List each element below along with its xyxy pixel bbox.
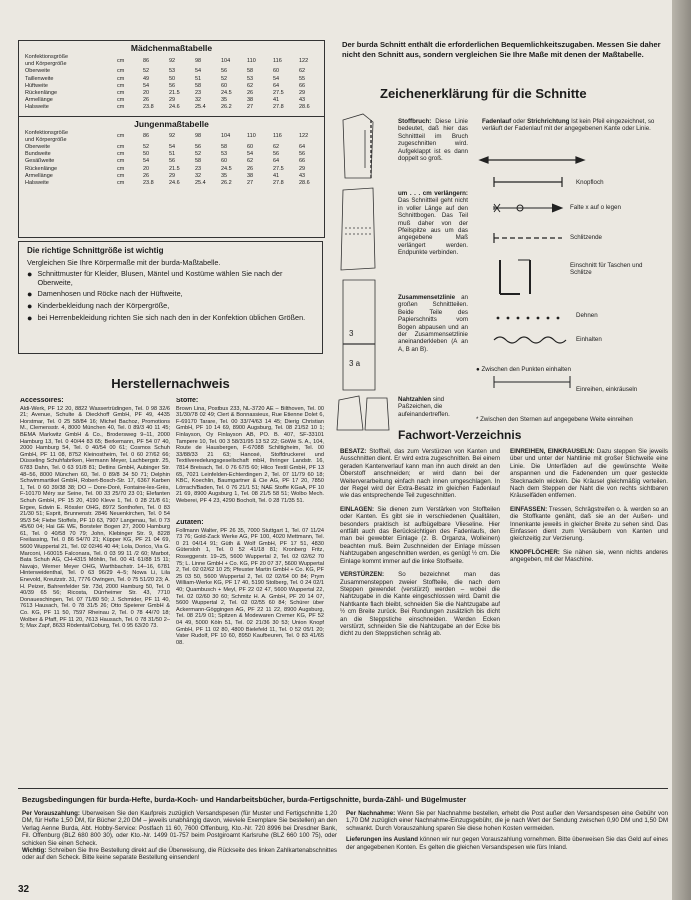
table-cell: 62: [299, 68, 306, 75]
table-cell: 24.5: [221, 165, 232, 172]
size-header: 110: [247, 133, 256, 140]
label-3: 3: [349, 329, 354, 338]
size-advice-box: [18, 241, 323, 354]
strichrichtung-heading: Strichrichtung: [527, 118, 570, 125]
table-cell: 38: [247, 97, 254, 104]
table-cell: 24.5: [221, 90, 232, 97]
table-cell: 27.5: [273, 90, 284, 97]
header-label: Konfektionsgröße: [25, 54, 69, 60]
table-cell: 43: [299, 172, 306, 179]
size-tables-box: [18, 40, 325, 238]
einschnitt-icon: [500, 260, 530, 294]
bullet-icon: ●: [27, 301, 33, 311]
table-cell: 60: [273, 68, 280, 75]
row-label: Oberweite: [25, 68, 51, 75]
table-row: [23, 97, 323, 104]
hersteller-title: Herstellernachweis: [111, 376, 230, 391]
size-header: 86: [143, 57, 150, 64]
table-cell: 58: [195, 82, 202, 89]
table-cell: 49: [143, 75, 150, 82]
row-unit: cm: [117, 172, 125, 179]
einreihen-text: Dazu steppen Sie jeweils über und unter der Nahtlinie mit großer Stichweite eine Linie. Die Unterfäden auf die gewünschte Weite anspannen und die Fadenenden um quer gesteckte Stecknadeln wickeln. Die Kräusel gleichmäßig verteilen. Nach dem Steppen der Naht die von rechts sichtbaren Kräuselfäden entfernen.: [510, 448, 668, 500]
table-row: [23, 158, 323, 165]
table-cell: 66: [299, 82, 306, 89]
zusammensetz-desc: [398, 294, 468, 353]
table-cell: 43: [299, 97, 306, 104]
einlagen-entry: [340, 506, 500, 565]
table-cell: 24.6: [169, 180, 180, 187]
row-unit: cm: [117, 82, 125, 89]
table-row: [23, 173, 323, 180]
fadenlauf-text: Ist kein Pfeil eingezeichnet, so verläuft der Fadenlauf mit der angegebenen Kante oder Linie.: [482, 118, 655, 133]
size-header: 104: [221, 133, 231, 140]
table-row: [23, 76, 323, 83]
stoffbruch-illustration: [343, 114, 373, 178]
table-cell: 56: [299, 151, 306, 158]
table-cell: 56: [169, 82, 176, 89]
zeichen-title: Zeichenerklärung für die Schnitte: [380, 86, 587, 101]
knopfloch-icon: [494, 177, 562, 187]
table-cell: 28.6: [299, 180, 310, 187]
hersteller-accessoires: [20, 398, 170, 780]
zwischen-sternen-label: [476, 416, 666, 423]
row-label: Bundweite: [25, 151, 51, 158]
size-advice-title: Die richtige Schnittgröße ist wichtig: [27, 246, 164, 255]
table-cell: 58: [247, 68, 254, 75]
table-cell: 62: [247, 82, 254, 89]
einlagen-text: Sie dienen zum Verstärken von Stoffteilen oder Kanten. Es gibt sie in verschiedenen Qualitäten, besonders praktisch ist aufbügelbare Vlieseline. Hier entfällt auch das Berücksichtigen des Fadenlaufs, den man bei gewebter Einlage (z. B. Organza, Wolleinen) beachten muß. Beim Zuschneiden der Einlage müssen Nahtzugaben angeschnitten werden, es genügt ½ cm. Die Einlage kommt immer auf die linke Stoffseite.: [340, 505, 500, 565]
table-cell: 51: [195, 75, 202, 82]
nahtzahlen-text: sind Paßzeichen, die aufeinandertreffen.: [398, 396, 450, 418]
jungen-title: Jungenmaßtabelle: [134, 118, 209, 129]
table-cell: 54: [195, 68, 202, 75]
size-advice-bullet: [27, 269, 314, 287]
table-cell: 53: [169, 68, 176, 75]
row-unit: cm: [117, 165, 125, 172]
bullet-text: Schnittmuster für Kleider, Blusen, Mäntel und Kostüme wählen Sie nach der Oberweite,: [37, 269, 283, 287]
zwischen-punkten-label: [476, 366, 666, 373]
size-header: 116: [273, 57, 282, 64]
bullet-text: Kinderbekleidung nach der Körpergröße,: [37, 301, 170, 310]
knopfloecher-entry: [510, 549, 668, 564]
table-cell: 26: [143, 172, 150, 179]
size-header: 116: [273, 133, 282, 140]
table-cell: 58: [221, 144, 228, 151]
table-cell: 23.8: [143, 104, 154, 111]
table-cell: 62: [247, 158, 254, 165]
header-label: und Körpergröße: [25, 61, 67, 68]
besatz-entry: [340, 448, 500, 500]
zwischen-sternen-text: Zwischen den Sternen auf angegebene Weite einreihen: [480, 416, 633, 423]
table-cell: 29: [299, 90, 306, 97]
nachnahme-heading: Per Nachnahme:: [346, 810, 396, 817]
pattern-illustrations: [335, 112, 395, 442]
header-label: Konfektionsgröße: [25, 129, 69, 136]
unit-header: cm: [117, 133, 125, 140]
table-cell: 25.4: [195, 104, 206, 111]
table-cell: 54: [169, 144, 176, 151]
table-cell: 27: [247, 180, 254, 187]
table-cell: 64: [273, 158, 280, 165]
table-cell: 27.8: [273, 104, 284, 111]
row-label: Taillenweite: [25, 75, 54, 82]
table-cell: 21.5: [169, 165, 180, 172]
einfassen-text: Tressen, Schrägstreifen o. ä. werden so an die Stoffkante genäht, daß sie an der Außen- und Innenkante jeweils in gleicher Breite zu sehen sind. Das Einfassen dient zum Versäubern von Kanten und gleichzeitig zur Verzierung.: [510, 505, 668, 543]
knopfloch-label: Knopfloch: [576, 179, 604, 186]
table-cell: 27: [247, 104, 254, 111]
page-edge: [672, 0, 691, 900]
vorkasse-heading: Per Vorauszahlung:: [22, 810, 80, 817]
nachnahme-entry: [346, 810, 668, 832]
size-header: 98: [195, 57, 202, 64]
table-cell: 51: [169, 151, 176, 158]
table-cell: 54: [247, 151, 254, 158]
einreihen-entry: [510, 448, 668, 500]
dehnen-label: Dehnen: [576, 312, 598, 319]
zusammensetz-text: an großen Schnittteilen. Beide Teile des Papierschnitts vom Bogen abpausen und an der Zusammensetzlinie aneinanderkleben (A an A, B an B).: [398, 294, 468, 353]
fadenlauf-oder: oder: [512, 118, 526, 125]
einfassen-heading: EINFASSEN:: [510, 505, 548, 513]
row-unit: cm: [117, 158, 125, 165]
table-cell: 56: [169, 158, 176, 165]
maedchen-body: [23, 68, 323, 111]
table-cell: 26: [247, 165, 254, 172]
size-header: 98: [195, 133, 202, 140]
row-unit: cm: [117, 151, 125, 158]
ausland-text: können wir nur gegen Vorauszahlung vornehmen. Bitte überweisen Sie das Geld auf eines der angegebenen Konten. Es gelten die gleichen Versandspesen wie fürs Inland.: [346, 836, 668, 851]
verstuerzen-heading: VERSTÜRZEN:: [340, 571, 385, 579]
fadenlauf-desc: [482, 118, 668, 133]
hersteller-zutaten: [176, 520, 324, 780]
table-cell: 60: [247, 144, 254, 151]
table-cell: 29: [169, 172, 176, 179]
fadenlauf-heading: Fadenlauf: [482, 118, 512, 125]
table-cell: 24.6: [169, 104, 180, 111]
dot-icon: ●: [476, 366, 482, 373]
row-unit: cm: [117, 68, 125, 75]
verlaengern-illustration: [341, 188, 375, 270]
jungen-table: [23, 130, 323, 188]
page-number: 32: [18, 884, 30, 895]
table-cell: 23.8: [143, 180, 154, 187]
table-cell: 56: [273, 151, 280, 158]
table-cell: 26: [143, 97, 150, 104]
table-cell: 50: [143, 151, 150, 158]
zutaten-text: Follmann Walter, PF 26 35, 7000 Stuttgart 1, Tel. 07 11/24 73 76; Gold-Zack Werke AG, PF 100, 4020 Mettmann, Tel. 0 21 04/14 91; Güth & Wolf GmbH, PF 17 51, 4830 Gütersloh 1, Tel. 0 52 41/18 81; Kronberg Fritz, Roseggerstr. 19–25, 5600 Wuppertal 2, Tel. 02 02/62 70 75; L. Linne GmbH + Co. KG, PF 20 07 37, 5600 Wuppertal 2, Tel. 02 02/62 10 25; Pfeuster Martin GmbH + Co. KG, PF 25 03 50, 5600 Wuppertal 2, Tel. 02 02/64 00 84; Prym William-Werke KG, PF 17 40, 5190 Stolberg, Tel. 0 24 02/1 40; Quambusch + Meyl, PF 22 02 47, 5600 Wuppertal 22, Tel. 02 02/60 30 60; Schmitz H. A. GmbH, PF 20 14 07, 5600 Wuppertal 2, Tel. 02 02/55 60 84; Schürer über Ackermann-Göggingen AG, PF 22 11 22, 8900 Augsburg, Tel. 08 21/9 01; Spitzen & Modewaren Cremer KG, PF 52 04 49, 5000 Köln 51, Tel. 02 21/36 30 53; Union Knopf GmbH, PF 11 02 80, 4800 Bielefeld 11, Tel. 0 52 05/1 20; Vater Rudolf, PF 10 60, 8950 Kaufbeuren, Tel. 0 83 41/65 08.: [176, 527, 324, 646]
table-cell: 20: [143, 90, 150, 97]
table-cell: 62: [273, 144, 280, 151]
row-unit: cm: [117, 144, 125, 151]
table-row: [23, 83, 323, 90]
stoffbruch-heading: Stoffbruch:: [398, 118, 432, 125]
wichtig-entry: [22, 847, 337, 862]
maedchen-title: Mädchenmaßtabelle: [130, 43, 213, 53]
verstuerzen-entry: [340, 571, 500, 638]
einhalten-label: Einhalten: [576, 336, 602, 343]
size-advice-bullet: [27, 289, 314, 299]
vorkasse-entry: [22, 810, 337, 847]
table-cell: 27.5: [273, 165, 284, 172]
table-cell: 35: [221, 97, 228, 104]
size-advice-bullet: [27, 313, 314, 323]
nahtzahlen-desc: [398, 396, 468, 418]
table-cell: 41: [273, 172, 280, 179]
row-unit: cm: [117, 75, 125, 82]
zusammensetz-heading: Zusammensetzlinie: [398, 294, 456, 301]
verlaengern-text: Das Schnittteil geht nicht in voller Länge auf den Schnittbogen. Das Teil muß daher von der Pfeilspitze aus um das angegebene Maß verlängert werden. Endpunkte verbinden.: [398, 197, 468, 257]
table-cell: 52: [143, 144, 150, 151]
table-cell: 32: [195, 172, 202, 179]
schlitzende-icon: [494, 233, 562, 243]
table-row: [23, 151, 323, 158]
table-cell: 66: [299, 158, 306, 165]
size-header: 92: [169, 57, 176, 64]
table-cell: 60: [221, 82, 228, 89]
table-row: [23, 180, 323, 187]
besatz-heading: BESATZ:: [340, 448, 367, 455]
fadenlauf-arrow-icon: [480, 157, 584, 163]
vorkasse-text: Überweisen Sie den Kaufpreis zuzüglich Versandspesen (für Muster und Fertigschnitte 1,20 DM, für Hefte 1,50 DM, für Bücher 2,20 DM – jeweils unabhängig davon, wieviele Exemplare Sie bestellen) an den Verlag Aenne Burda, Abt. Hobby-Service: Postfach 11 60, 7600 Offenburg, Kto.-Nr. 720 8996 bei Dresdner Bank, Fil. Offenburg (BLZ 680 800 30), oder Kto.-Nr. 1499 01-757 beim Postgiroamt Karlsruhe (BLZ 660 100 75), oder schicken Sie einen Scheck.: [22, 810, 337, 847]
table-cell: 26.2: [221, 180, 232, 187]
einhalten-icon: [494, 337, 566, 343]
stoffe-title: Stoffe:: [176, 398, 199, 404]
bullet-text: bei Herrenbekleidung richten Sie sich nach den in der Konfektion üblichen Größen.: [37, 313, 306, 322]
accessoires-title: Accessoires:: [20, 398, 64, 404]
table-cell: 32: [195, 97, 202, 104]
nahtzahlen-heading: Nahtzahlen: [398, 396, 432, 403]
table-cell: 53: [221, 151, 228, 158]
besatz-text: Stoffteil, das zum Verstürzen von Kanten und Ausschnitten dient. Er wird extra zugeschnitten. Bei einem geraden Kantenverlauf kann man ihn auch direkt an den Oberstoff anschneiden; er wird dann bei der Weiterverarbeitung einfach nach innen umgeschlagen. In der Regel wird der Extra-Besatz im gleichen Fadenlauf wie das entsprechende Teil zugeschnitten.: [340, 448, 500, 500]
hersteller-stoffe: [176, 398, 324, 512]
row-label: Gesäßweite: [25, 158, 55, 165]
bullet-icon: ●: [27, 269, 33, 279]
schlitz-label: Schlitzende: [570, 234, 602, 241]
einschnitt-label: Einschnitt für Taschen und Schlitze: [570, 262, 643, 277]
table-cell: 55: [299, 75, 306, 82]
bezug-col-left: [22, 810, 337, 886]
falte-label: Falte x auf o legen: [570, 204, 621, 211]
table-cell: 26: [247, 90, 254, 97]
row-label: Halsweite: [25, 104, 49, 111]
size-advice-bullet: [27, 301, 314, 311]
stoffbruch-desc: [398, 118, 468, 162]
size-header: 92: [169, 133, 176, 140]
table-cell: 64: [299, 144, 306, 151]
wichtig-heading: Wichtig:: [22, 847, 47, 855]
table-cell: 29: [299, 165, 306, 172]
bezug-col-right: [346, 810, 668, 886]
ausland-heading: Lieferungen ins Ausland: [346, 836, 419, 844]
table-cell: 35: [221, 172, 228, 179]
table-cell: 26.2: [221, 104, 232, 111]
table-cell: 38: [247, 172, 254, 179]
zwischen-punkten-text: Zwischen den Punkten einhalten: [481, 366, 571, 373]
einreihen-label: Einreihen, einkräuseln: [576, 386, 638, 393]
row-unit: cm: [117, 180, 125, 187]
table-cell: 28.6: [299, 104, 310, 111]
table-cell: 27.8: [273, 180, 284, 187]
einreihen-icon: [494, 376, 570, 388]
row-label: Halsweite: [25, 180, 49, 187]
table-cell: 54: [143, 82, 150, 89]
bequem-text: Der burda Schnitt enthält die erforderlichen Bequemlichkeitszugaben. Messen Sie daher nicht den Schnitt aus, sondern vergleichen Sie Ihre Maße mit denen der Maßtabelle.: [342, 40, 661, 59]
zusammensetz-illustration: [343, 280, 375, 390]
ausland-entry: [346, 836, 668, 851]
size-header: 122: [299, 57, 309, 64]
bullet-icon: ●: [27, 313, 33, 323]
bezug-title: Bezugsbedingungen für burda-Hefte, burda-Koch- und Handarbeitsbücher, burda-Fertigschnitte, burda-Zähl- und Bügelmuster: [22, 795, 467, 804]
label-3a: 3 a: [349, 359, 361, 368]
row-label: Hüftweite: [25, 82, 48, 89]
table-row: [23, 90, 323, 97]
fachwort-title: Fachwort-Verzeichnis: [398, 428, 522, 442]
knopfloecher-text: Sie nähen sie, wenn nichts anderes angegeben, mit der Maschine.: [510, 548, 668, 564]
table-cell: 41: [273, 97, 280, 104]
zutaten-title: Zutaten:: [176, 520, 204, 526]
bullet-icon: ●: [27, 289, 33, 299]
jungen-body: [23, 144, 323, 187]
fachwort-col-left: [340, 448, 500, 784]
verlaengern-heading: um . . . cm verlängern:: [398, 190, 468, 197]
unit-header: cm: [117, 57, 125, 64]
table-cell: 23: [195, 90, 202, 97]
einreihen-heading: EINREIHEN, EINKRÄUSELN:: [510, 448, 595, 455]
stoffe-text: Brown Lina, Postbus 233, NL-3720 AE – Bilthoven, Tel. 00 31/30/78 02 49; Clert & Bonnassieux, Rue Etienne Dolet 6, F-69170 Tarare, Tel. 00 33/74/63 14 45; Dierig Christian GmbH, PF 10 14 69, 8900 Augsburg, Tel. 08 21/52 10 1; Finlayson, Oy Finlayson AB, PO. B. 407, SF-33101 Tampere 10, Tel. 00 3 58/31/95 13 52 22; GöWé S. A., 104, Route de Hausbergen, F-67088 Schiltigheim, Tel. 00 33/88/33 21 63; Hanosé, Stoffdruckerei und Textilveredelungsgesellschaft mbH, Ihringer Landstr. 16, 7814 Breisach, Tel. 0 76 67/5 60; Hilco Textil GmbH, PF 13 65, 7021 Leinfelden-Echterdingen 2, Tel. 07 11/79 60 18; KBC, Koechlin, Baumgartner & Cie AG, PF 17 20, 7850 Lörrach/Baden, Tel. 0 76 21/1 51; NAE Stoffe KGaA, PF 10 21 69, 8900 Augsburg 1, Tel. 08 21/5 58 51; Wolbo Mech. Weberei, PF 4 23, 4290 Bocholt, Tel. 0 28 71/35 51.: [176, 405, 324, 504]
table-row: [23, 104, 323, 111]
table-cell: 25.4: [195, 180, 206, 187]
row-unit: cm: [117, 97, 125, 104]
wichtig-text: Schreiben Sie Ihre Bestellung direkt auf die Überweisung, die Rückseite des linken Zahlkartenabschnittes oder auf den Scheck. Bitte keine separate Bestellung einsenden!: [22, 847, 337, 862]
einfassen-entry: [510, 506, 668, 543]
table-cell: 56: [195, 144, 202, 151]
table-cell: 52: [195, 151, 202, 158]
row-label: Armellänge: [25, 172, 53, 179]
table-row: [23, 144, 323, 151]
row-label: Rückenlänge: [25, 90, 58, 97]
table-cell: 23: [195, 165, 202, 172]
table-cell: 54: [143, 158, 150, 165]
table-cell: 64: [273, 82, 280, 89]
row-label: Rückenlänge: [25, 165, 58, 172]
maedchen-header-row: [23, 54, 323, 68]
accessoires-text: Aldi-Werk, PF 12 20, 8822 Wassertrüdingen, Tel. 0 98 32/6 21; Avenue, Schulte & Dieckhoff GmbH, PF 49, 4435 Horstmar, Tel. 0 25 58/84 16; Michel Bachoz, Promotions M., Clemensstr. 4, 8000 München 40, Tel. 0 89/3 40 11 45; BEMA Markwitz GmbH & Co., Brodersweg 9–11, 2000 Hamburg 13, Tel. 0 40/44 83 65; Berkemann, PF 54 07 40, 2000 Hamburg 54, Tel. 0 40/54 00 61; Cosmos Schuh GmbH, PF 11 08, 8752 Kleinostheim, Tel. 0 60 27/62 66; Düsseling Schuhfabriken, Hermann Meyer, Lachbergstr. 25, 6783 Dahn, Tel. 0 63 91/8 81; Detlins GmbH, Aubinger Str. 48–56, 8000 München 60, Tel. 0 89/8 34 50 71; Delphin Schwimmartikel GmbH, Robert-Bosch-Str. 17, 6367 Karben 1, Tel. 0 60 39/38 38; DO – Dore-Doré, Fontaine-les-Grès, F-10170 Méry sur Seine, Tel. 00 33 25/70 23 01; Elefanten Schuh GmbH, PF 15 20, 4190 Kleve 1, Tel. 0 28 21/8 61; Ergee, Edwin E. Rössler OHG, 8972 Sonthofen, Tel. 0 83 21/30 51; Esprit, Brunnenstr. 2846 Neuenkirchen, Tel. 0 54 95/3 54; Fiebe Stoffels, PF 10 63, 7907 Langenau, Tel. 0 73 45/60 04; Hai GE WE, Borsteler Bogen 27, 2000 Hamburg 61, Tel. 0 40/58 70 79; John, Klebinger Str. 9, 8228 Freilassing, Tel. 0 86 54/70 21; Küpper KG, PF 21 04 69, 5600 Wuppertal 21, Tel. 02 02/46 40 44; Lola, Dorico, Via G. Marconi, I-60015 Falconara, Tel. 0 03 99 11 /2 60; Marbot, Bata Schuh AG, CH-4315 Möhlin, Tel. 00 41 61/88 15 11; Navajo, Werner Meyer OHG, Warthbachstr. 14–16, 6781 Hinterweidenthal, Tel. 0 63 96/29 4–5; Nowa Li, Lila Enevold, Kreutzstr. 31, 7776 Owingen, Tel. 0 75 51/20 23; A. H. Peizer, Bahrenfelder Str. 73d, 2000 Hamburg 50, Tel. 0 40/39 65 56; Ricosta, Dürrheimer Str. 43, 7710 Donaueschingen, Tel. 07 71/80 50; J. Schmider, PF 11 40, 7613 Hausach, Tel. 0 78 31/5 26; Otto Speierer GmbH & Co. KG, PF 11 50, 7597 Rheinau 2, Tel. 0 78 44/70 18; Wolber & Pfaff, PF 11 20, 7613 Hausach, Tel. 0 78 31/50 2–5; Max Zapf, 8633 Rödental/Coburg, Tel. 0 95 63/20 73.: [20, 405, 170, 630]
dehnen-icon: [497, 317, 560, 320]
bezug-separator: [18, 788, 668, 789]
size-advice-intro: Vergleichen Sie Ihre Körpermaße mit der burda-Maßtabelle.: [27, 258, 221, 267]
maedchen-table: [23, 54, 323, 112]
row-label: Armellänge: [25, 97, 53, 104]
table-cell: 52: [221, 75, 228, 82]
table-cell: 52: [143, 68, 150, 75]
table-cell: 21.5: [169, 90, 180, 97]
table-cell: 53: [247, 75, 254, 82]
nahtzahlen-illustration: [337, 396, 389, 430]
stoffbruch-text: Diese Linie bedeutet, daß hier das Schnittteil im Bruch zugeschnitten wird. Aufgeklappt ist es dann doppelt so groß.: [398, 118, 468, 163]
size-header: 122: [299, 133, 309, 140]
table-cell: 60: [221, 158, 228, 165]
size-header: 104: [221, 57, 231, 64]
nachnahme-text: Wenn Sie per Nachnahme bestellen, erhebt die Post außer den Versandspesen eine Gebühr von 1,70 DM zuzüglich einer Nachnahme-Einzugsgebühr, die je nach Wert der Sendung zwischen 0,90 DM und 1,50 DM schwankt. Durch Vorauszahlung sparen Sie diese hohen Kosten vermeiden.: [346, 810, 668, 832]
table-cell: 58: [195, 158, 202, 165]
row-unit: cm: [117, 104, 125, 111]
table-cell: 50: [169, 75, 176, 82]
star-icon: *: [476, 416, 481, 423]
row-unit: cm: [117, 90, 125, 97]
symbol-graphics: [480, 160, 590, 400]
falte-icon: [494, 204, 562, 212]
table-cell: 29: [169, 97, 176, 104]
size-header: 110: [247, 57, 256, 64]
table-cell: 54: [273, 75, 280, 82]
knopfloecher-heading: KNOPFLÖCHER:: [510, 548, 560, 556]
table-row: [23, 68, 323, 75]
jungen-header-row: [23, 130, 323, 144]
table-cell: 20: [143, 165, 150, 172]
verstuerzen-text: So bezeichnet man das Zusammensteppen zweier Stoffteile, die nach dem Steppen gewendet (verstürzt) werden – wobei die Nahtzugabe in die Kante eingeschlossen wird. Damit die Nahtkante flach bleibt, schneiden Sie die Nahtzugabe auf ½ cm Breite zurück. Bei Rundungen zusätzlich bis dicht an die Steppstiche einschneiden. Werden Ecken verstürzt, schneiden Sie die Nahtzugabe an der Ecke bis dicht zu den Steppstichen schräg ab.: [340, 571, 500, 638]
verlaengern-desc: [398, 190, 468, 257]
size-header: 86: [143, 133, 150, 140]
header-label: und Körpergröße: [25, 136, 67, 143]
row-label: Oberweite: [25, 144, 51, 151]
bullet-text: Damenhosen und Röcke nach der Hüftweite,: [37, 289, 183, 298]
fachwort-col-right: [510, 448, 668, 784]
einlagen-heading: EINLAGEN:: [340, 505, 375, 513]
table-cell: 56: [221, 68, 228, 75]
table-row: [23, 166, 323, 173]
